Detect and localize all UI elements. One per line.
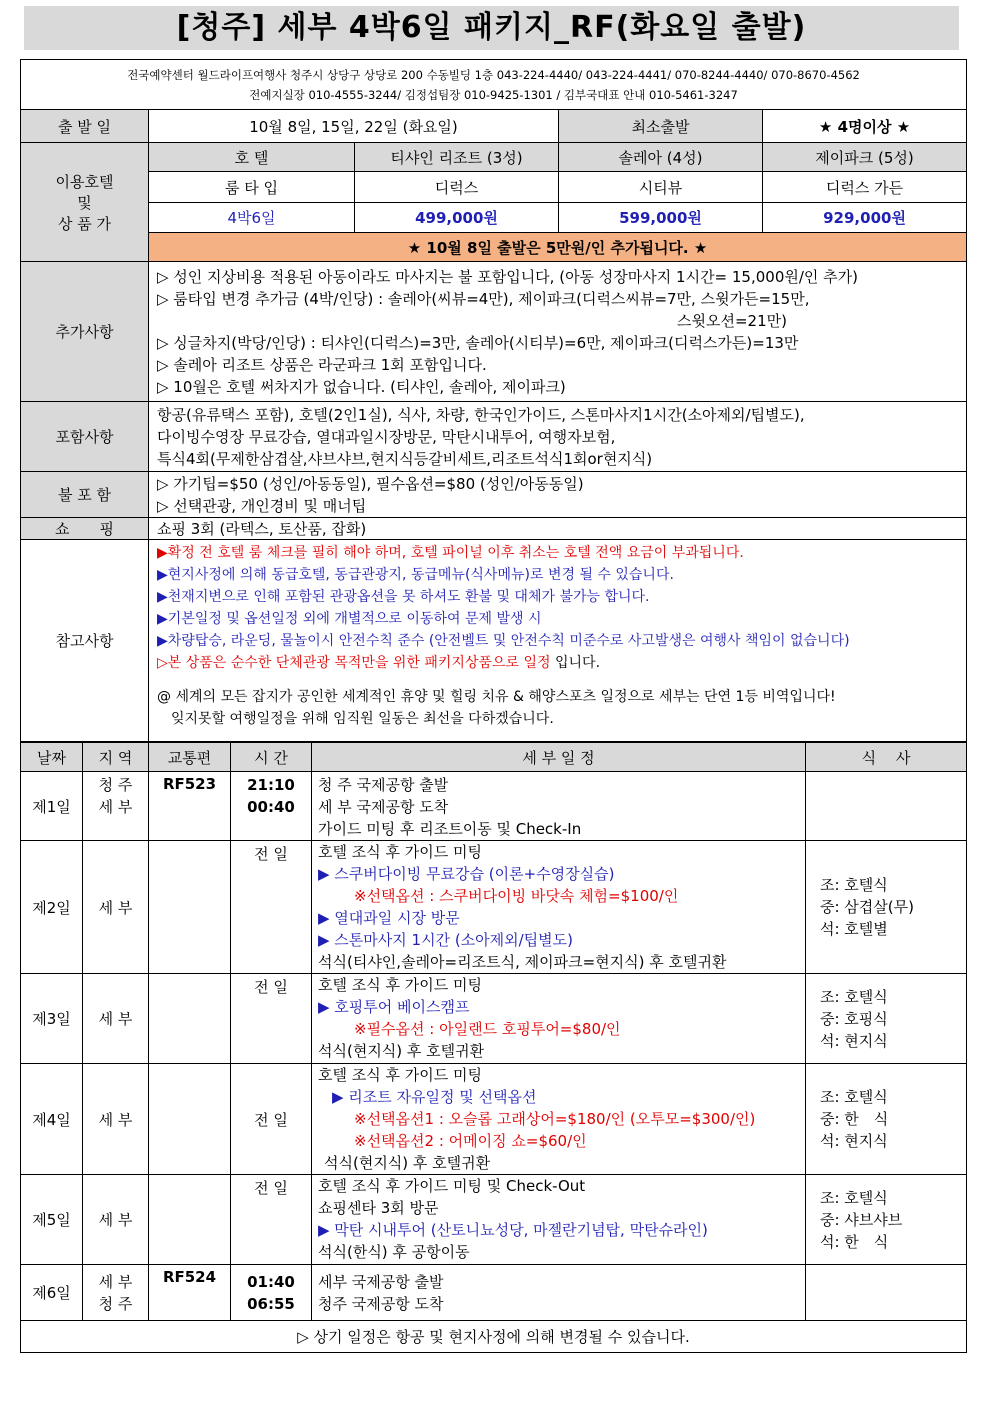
- day-3-row: [21, 974, 967, 1064]
- min-departure-value: ★ 4명이상 ★: [763, 110, 967, 143]
- page-title: [청주] 세부 4박6일 패키지_RF(화요일 출발): [24, 6, 959, 50]
- hotel-label-line-3: 상 품 가: [57, 214, 111, 233]
- meal-line: 중: 호핑식: [820, 1009, 888, 1028]
- meal-line: 조: 호텔식: [820, 1088, 888, 1106]
- time-line: 06:55: [247, 1294, 295, 1313]
- room-row-label: 룸 타 입: [149, 172, 355, 203]
- meal-line: 석: 현지식: [820, 1132, 888, 1150]
- detail-line: 쇼핑센타 3회 방문: [318, 1199, 439, 1217]
- detail-line: ▶ 리조트 자유일정 및 선택옵션: [332, 1088, 537, 1106]
- col-date: 날짜: [21, 743, 83, 772]
- region-line: 세 부: [98, 1272, 133, 1291]
- col-region: 지 역: [83, 743, 149, 772]
- day-flight: RF523: [149, 772, 231, 841]
- day-time: 전 일: [231, 841, 312, 974]
- contact-line-1: 전국예약센터 월드라이프여행사 청주시 상당구 상당로 200 수동빌딩 1층 043-224-4440/ 043-224-4441/ 070-8244-4440/ 070-8670-4562: [127, 67, 860, 82]
- detail-line: 호텔 조식 후 가이드 미팅 및 Check-Out: [318, 1177, 586, 1195]
- reference-closing-1: @ 세계의 모든 잡지가 공인한 세계적인 휴양 및 힐링 치유 & 해양스포츠 일정으로 세부는 단연 1등 비역입니다!: [157, 689, 836, 705]
- day-flight: RF524: [149, 1265, 231, 1321]
- day-detail: [312, 772, 806, 841]
- day-region: [83, 1265, 149, 1321]
- meal-line: 조: 호텔식: [820, 987, 888, 1006]
- shopping-text: 쇼핑 3회 (라텍스, 토산품, 잡화): [149, 518, 967, 540]
- min-departure-label: 최소출발: [559, 110, 763, 143]
- time-line: 00:40: [247, 798, 295, 816]
- day-label: 제5일: [21, 1175, 83, 1265]
- hotel-section-label: [21, 143, 149, 262]
- reference-tail-text: 입니다.: [550, 655, 601, 671]
- reference-content: [149, 540, 967, 742]
- day-meal: [806, 1175, 967, 1265]
- day-6-row: [21, 1265, 967, 1321]
- meal-line: 조: 호텔식: [820, 1188, 888, 1207]
- price-3: 929,000원: [763, 203, 967, 233]
- day-time: [231, 1265, 312, 1321]
- region-line: 청 주: [98, 1294, 133, 1313]
- detail-line: 세부 국제공항 출발: [318, 1272, 444, 1291]
- day-time: 전 일: [231, 974, 312, 1064]
- day-label: 제4일: [21, 1064, 83, 1175]
- day-label: 제3일: [21, 974, 83, 1064]
- day-region: 세 부: [83, 841, 149, 974]
- reference-line-last: [157, 652, 966, 674]
- detail-line: 호텔 조식 후 가이드 미팅: [318, 976, 482, 994]
- excluded-line: ▷ 선택관광, 개인경비 및 매너팁: [157, 496, 367, 515]
- detail-line: ▶ 호핑투어 베이스캠프: [318, 998, 470, 1016]
- extra-line: ▷ 싱글차지(박당/인당) : 티샤인(디럭스)=3만, 솔레아(시티부)=6만, 제이파크(디럭스가든)=13만: [157, 333, 799, 352]
- contact-line-2: 전예지실장 010-4555-3244/ 김정섭팀장 010-9425-1301 / 김부국대표 안내 010-5461-3247: [249, 87, 738, 102]
- meal-line: 중: 샤브샤브: [820, 1210, 903, 1229]
- day-label: 제6일: [21, 1265, 83, 1321]
- price-2: 599,000원: [559, 203, 763, 233]
- detail-line: 청주 국제공항 도착: [318, 1294, 444, 1313]
- day-detail: [312, 1064, 806, 1175]
- day-region: 세 부: [83, 1064, 149, 1175]
- reference-closing-2: 잊지못할 여행일정을 위해 임직원 일동은 최선을 다하겠습니다.: [171, 711, 554, 727]
- included-line: 특식4회(무제한삼겹살,샤브샤브,현지식등갈비세트,리조트석식1회or현지식): [157, 449, 653, 468]
- day-label: 제2일: [21, 841, 83, 974]
- shopping-label: 쇼 핑: [21, 518, 149, 540]
- room-type-2: 시티뷰: [559, 172, 763, 203]
- day-flight: [149, 1064, 231, 1175]
- meal-line: 석: 현지식: [820, 1031, 888, 1050]
- day-time: 전 일: [231, 1064, 312, 1175]
- detail-line: ※선택옵션2 : 어메이징 쇼=$60/인: [354, 1132, 587, 1150]
- day-flight: [149, 1175, 231, 1265]
- hotel-name-2: 솔레아 (4성): [559, 143, 763, 172]
- extra-line: ▷ 10월은 호텔 써차지가 없습니다. (티샤인, 솔레아, 제이파크): [157, 377, 566, 396]
- extra-line: ▷ 솔레아 리조트 상품은 라군파크 1회 포함입니다.: [157, 355, 487, 374]
- excluded-content: [149, 472, 967, 518]
- room-type-3: 디럭스 가든: [763, 172, 967, 203]
- detail-line: ▶ 스쿠버다이빙 무료강습 (이론+수영장실습): [318, 865, 615, 883]
- meal-line: 중: 한 식: [820, 1110, 889, 1128]
- detail-line: 석식(한식) 후 공항이동: [318, 1243, 470, 1261]
- contact-block: [21, 60, 967, 110]
- excluded-label: 불 포 함: [21, 472, 149, 518]
- detail-line: 석식(티샤인,솔레아=리조트식, 제이파크=현지식) 후 호텔귀환: [318, 953, 727, 971]
- meal-line: 조: 호텔식: [820, 876, 888, 894]
- room-type-1: 디럭스: [355, 172, 559, 203]
- detail-line: ▶ 열대과일 시장 방문: [318, 909, 460, 927]
- extra-label: 추가사항: [21, 262, 149, 402]
- reference-line: ▶차량탑승, 라운딩, 물놀이시 안전수칙 준수 (안전벨트 및 안전수칙 미준수로 사고발생은 여행사 책임이 없습니다): [157, 633, 850, 649]
- region-line: 세 부: [98, 798, 133, 816]
- meal-line: 석: 한 식: [820, 1232, 889, 1251]
- detail-line: ※필수옵션 : 아일랜드 호핑투어=$80/인: [354, 1020, 621, 1038]
- day-region: 세 부: [83, 1175, 149, 1265]
- day-meal: [806, 1265, 967, 1321]
- price-row-label: 4박6일: [149, 203, 355, 233]
- col-detail: 세 부 일 정: [312, 743, 806, 772]
- hotel-label-line-2: 및: [77, 193, 92, 212]
- detail-line: ▶ 막탄 시내투어 (산토니뇨성당, 마젤란기념탑, 막탄슈라인): [318, 1221, 708, 1239]
- included-line: 다이빙수영장 무료강습, 열대과일시장방문, 막탄시내투어, 여행자보험,: [157, 427, 616, 446]
- reference-line: ▶확정 전 호텔 룸 체크를 필히 해야 하며, 호텔 파이널 이후 취소는 호텔 전액 요금이 부과됩니다.: [157, 545, 744, 561]
- day-1-row: [21, 772, 967, 841]
- day-region: 세 부: [83, 974, 149, 1064]
- time-line: 21:10: [247, 776, 295, 794]
- time-line: 01:40: [247, 1272, 295, 1291]
- day-5-row: [21, 1175, 967, 1265]
- included-content: [149, 402, 967, 472]
- meal-line: 석: 호텔별: [820, 920, 888, 938]
- included-line: 항공(유류택스 포함), 호텔(2인1실), 식사, 차량, 한국인가이드, 스톤마사지1시간(소아제외/팁별도),: [157, 405, 805, 424]
- day-detail: [312, 1175, 806, 1265]
- departure-label: 출 발 일: [21, 110, 149, 143]
- detail-line: 석식(현지식) 후 호텔귀환: [324, 1154, 491, 1172]
- detail-line: 석식(현지식) 후 호텔귀환: [318, 1042, 485, 1060]
- col-time: 시 간: [231, 743, 312, 772]
- col-flight: 교통편: [149, 743, 231, 772]
- detail-line: 가이드 미팅 후 리조트이동 및 Check-In: [318, 820, 582, 838]
- schedule-table: [20, 742, 967, 1353]
- region-line: 청 주: [98, 776, 133, 794]
- hotel-label-line-1: 이용호텔: [55, 172, 114, 191]
- day-detail: [312, 841, 806, 974]
- hotel-row-label: 호 텔: [149, 143, 355, 172]
- day-meal: [806, 841, 967, 974]
- hotel-name-1: 티샤인 리조트 (3성): [355, 143, 559, 172]
- info-table: [20, 59, 967, 742]
- detail-line: 호텔 조식 후 가이드 미팅: [318, 1066, 482, 1084]
- extra-content: [149, 262, 967, 402]
- price-1: 499,000원: [355, 203, 559, 233]
- extra-line: 스윗오션=21만): [677, 311, 787, 330]
- price-notice: ★ 10월 8일 출발은 5만원/인 추가됩니다. ★: [149, 233, 967, 262]
- detail-line: ※선택옵션1 : 오슬롭 고래상어=$180/인 (오투모=$300/인): [354, 1110, 756, 1128]
- reference-line: ▶기본일정 및 옵션일정 외에 개별적으로 이동하여 문제 발생 시: [157, 611, 542, 627]
- included-label: 포함사항: [21, 402, 149, 472]
- departure-dates: 10월 8일, 15일, 22일 (화요일): [149, 110, 559, 143]
- day-4-row: [21, 1064, 967, 1175]
- detail-line: 세 부 국제공항 도착: [318, 798, 449, 816]
- meal-line: 중: 삼겹살(무): [820, 898, 914, 916]
- day-flight: [149, 841, 231, 974]
- excluded-line: ▷ 가기팁=$50 (성인/아동동일), 필수옵션=$80 (성인/아동동일): [157, 474, 584, 493]
- day-detail: [312, 974, 806, 1064]
- hotel-name-3: 제이파크 (5성): [763, 143, 967, 172]
- day-detail: [312, 1265, 806, 1321]
- schedule-footer-note: ▷ 상기 일정은 항공 및 현지사정에 의해 변경될 수 있습니다.: [21, 1321, 967, 1353]
- extra-line: ▷ 룸타입 변경 추가금 (4박/인당) : 솔레아(씨뷰=4만), 제이파크(디럭스씨뷰=7만, 스윗가든=15만,: [157, 289, 810, 308]
- day-flight: [149, 974, 231, 1064]
- reference-line: ▶현지사정에 의해 동급호텔, 동급관광지, 동급메뉴(식사메뉴)로 변경 될 수 있습니다.: [157, 567, 674, 583]
- reference-line: ▶천재지변으로 인해 포함된 관광옵션을 못 하셔도 환불 및 대체가 불가능 합니다.: [157, 589, 650, 605]
- day-2-row: [21, 841, 967, 974]
- reference-label: 참고사항: [21, 540, 149, 742]
- day-time: 전 일: [231, 1175, 312, 1265]
- day-label: 제1일: [21, 772, 83, 841]
- col-meal: 식 사: [806, 743, 967, 772]
- day-meal: [806, 974, 967, 1064]
- day-meal: [806, 772, 967, 841]
- detail-line: ※선택옵션 : 스쿠버다이빙 바닷속 체험=$100/인: [354, 887, 679, 905]
- day-region: [83, 772, 149, 841]
- detail-line: 호텔 조식 후 가이드 미팅: [318, 843, 482, 861]
- day-time: [231, 772, 312, 841]
- reference-red-text: ▷본 상품은 순수한 단체관광 목적만을 위한 패키지상품으로 일정: [157, 655, 551, 671]
- detail-line: 청 주 국제공항 출발: [318, 776, 449, 794]
- extra-line: ▷ 성인 지상비용 적용된 아동이라도 마사지는 불 포함입니다, (아동 성장마사지 1시간= 15,000원/인 추가): [157, 267, 859, 286]
- day-meal: [806, 1064, 967, 1175]
- detail-line: ▶ 스톤마사지 1시간 (소아제외/팁별도): [318, 931, 574, 949]
